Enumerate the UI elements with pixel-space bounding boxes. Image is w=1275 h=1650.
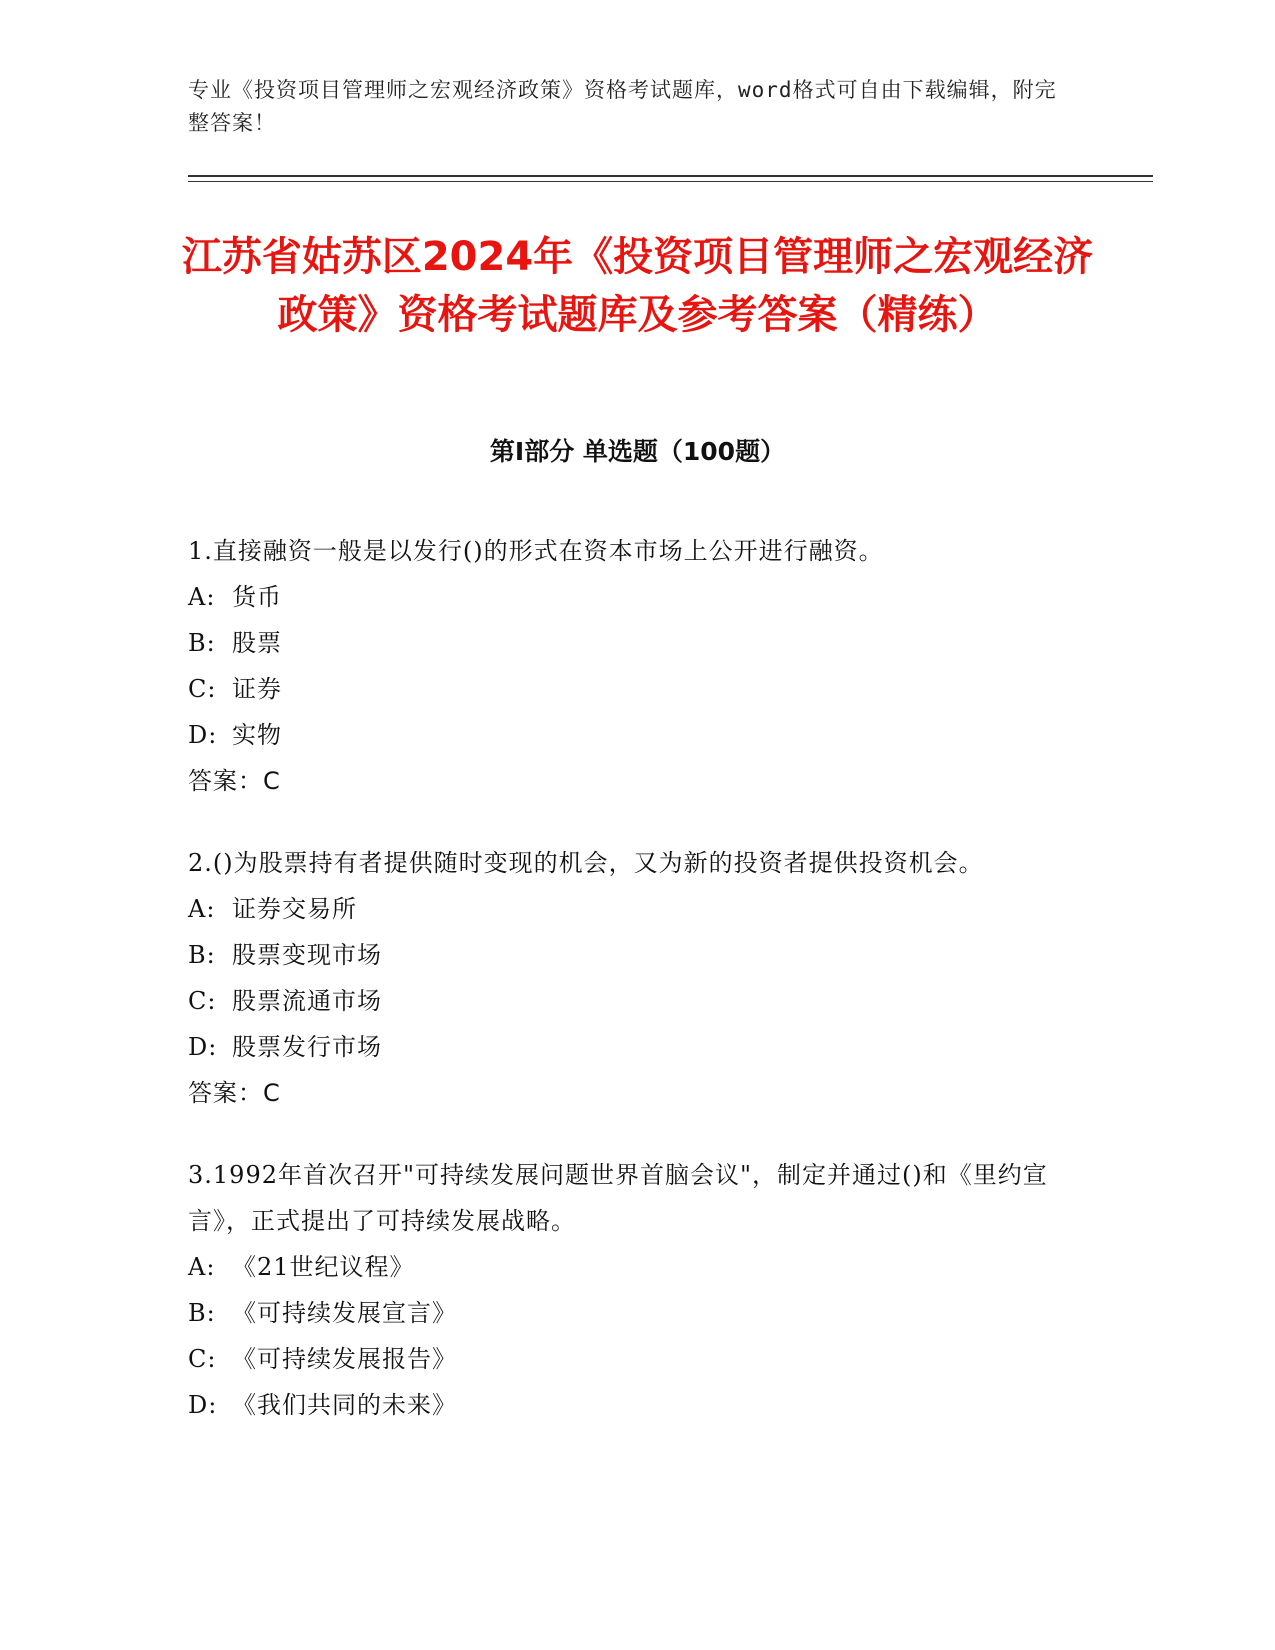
option-text: 《21世纪议程》 (232, 1253, 415, 1281)
option-text: 股票变现市场 (232, 941, 382, 969)
option-key: A: (188, 895, 216, 923)
option-c (188, 978, 1068, 1024)
option-key: D: (188, 721, 218, 749)
option-a (188, 886, 1068, 932)
option-c (188, 666, 1068, 712)
option-text: 《可持续发展报告》 (232, 1345, 457, 1373)
option-text: 股票流通市场 (232, 987, 382, 1015)
header-note: 专业《投资项目管理师之宏观经济政策》资格考试题库，word格式可自由下载编辑，附完整答案！ (188, 78, 1057, 135)
option-key: D: (188, 1391, 218, 1419)
question-1 (188, 528, 1068, 804)
option-a (188, 1244, 1068, 1290)
option-b (188, 620, 1068, 666)
option-key: B: (188, 941, 216, 969)
section-title: 第I部分 单选题（100题） (489, 437, 786, 466)
option-d (188, 1024, 1068, 1070)
option-d (188, 1382, 1068, 1428)
option-d (188, 712, 1068, 758)
option-text: 证券交易所 (232, 895, 357, 923)
option-key: A: (188, 583, 216, 611)
option-key: D: (188, 1033, 218, 1061)
option-text: 证券 (232, 675, 282, 703)
option-key: C: (188, 1345, 217, 1373)
option-text: 股票发行市场 (232, 1033, 382, 1061)
question-2 (188, 840, 1068, 1116)
option-key: B: (188, 1299, 216, 1327)
option-key: B: (188, 629, 216, 657)
option-text: 实物 (232, 721, 282, 749)
option-b (188, 1290, 1068, 1336)
option-text: 《可持续发展宣言》 (232, 1299, 457, 1327)
option-key: C: (188, 675, 217, 703)
answer-line: 答案：C (188, 767, 281, 795)
option-key: C: (188, 987, 217, 1015)
header-divider-thin (188, 181, 1153, 182)
answer-line: 答案：C (188, 1079, 281, 1107)
option-text: 《我们共同的未来》 (232, 1391, 457, 1419)
header-divider (188, 175, 1153, 177)
question-3 (188, 1152, 1068, 1428)
option-c (188, 1336, 1068, 1382)
document-title: 江苏省姑苏区2024年《投资项目管理师之宏观经济政策》资格考试题库及参考答案（精练） (181, 234, 1094, 338)
option-b (188, 932, 1068, 978)
option-a (188, 574, 1068, 620)
option-text: 股票 (232, 629, 282, 657)
question-list (188, 528, 1068, 1464)
question-stem: 2.()为股票持有者提供随时变现的机会，又为新的投资者提供投资机会。 (188, 849, 984, 877)
option-text: 货币 (232, 583, 282, 611)
option-key: A: (188, 1253, 216, 1281)
question-stem: 1.直接融资一般是以发行()的形式在资本市场上公开进行融资。 (188, 537, 884, 565)
question-stem: 3.1992年首次召开"可持续发展问题世界首脑会议"，制定并通过()和《里约宣言》，正式提出了可持续发展战略。 (188, 1161, 1048, 1235)
